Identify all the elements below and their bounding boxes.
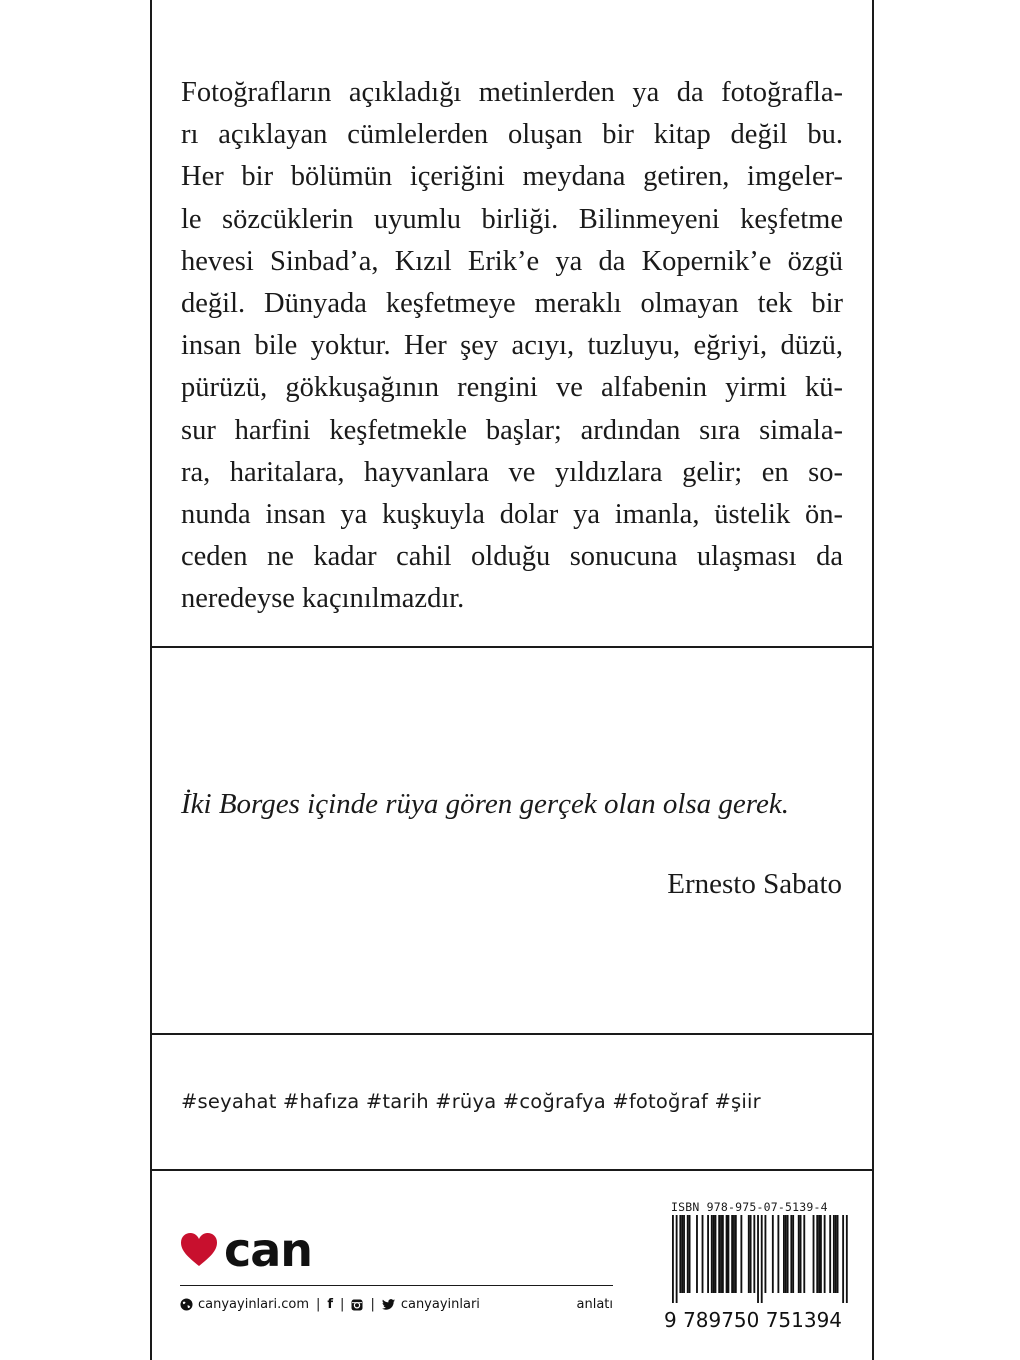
barcode-bar: [846, 1215, 848, 1303]
barcode-bar: [715, 1215, 717, 1293]
barcode-bar: [798, 1215, 800, 1293]
barcode-bar: [833, 1215, 835, 1293]
barcode-bar: [772, 1215, 774, 1293]
blurb-line: Fotoğrafların açıkladığı metinlerden ya da fotoğrafla-: [181, 77, 843, 108]
separator: |: [316, 1297, 321, 1312]
divider: [150, 646, 874, 648]
barcode-bar: [842, 1215, 844, 1303]
barcode-bar: [718, 1215, 720, 1293]
blurb-line: ra, haritalara, hayvanlara ve yıldızlara gelir; en so-: [181, 456, 843, 488]
barcode-bar: [731, 1215, 733, 1293]
barcode-bar: [800, 1215, 802, 1293]
publisher-footer: [180, 1297, 613, 1312]
barcode: [658, 1215, 848, 1333]
barcode-bar: [683, 1215, 685, 1293]
blurb-line: rı açıklayan cümlelerden oluşan bir kitap değil bu.: [181, 119, 843, 151]
barcode-bar: [783, 1215, 785, 1293]
publisher-logo: [180, 1223, 313, 1277]
blurb-line: sur harfini keşfetmekle başlar; ardından sıra simala-: [181, 414, 843, 446]
barcode-bar: [753, 1215, 755, 1293]
isbn-label: ISBN 978-975-07-5139-4: [671, 1200, 828, 1214]
barcode-bar: [818, 1215, 820, 1293]
separator: |: [370, 1297, 375, 1312]
epigraph-quote: İki Borges içinde rüya gören gerçek olan olsa gerek.: [181, 788, 790, 820]
hashtag-list: #seyahat #hafıza #tarih #rüya #coğrafya #fotoğraf #şiir: [181, 1090, 761, 1113]
barcode-bar: [735, 1215, 737, 1293]
blurb-line: le sözcüklerin uyumlu birliği. Bilinmeyeni keşfetme: [181, 203, 843, 235]
barcode-bar: [777, 1215, 779, 1293]
barcode-bar: [765, 1215, 767, 1293]
blurb-line: ceden ne kadar cahil olduğu sonucuna ulaşması da: [181, 541, 843, 573]
barcode-bar: [696, 1215, 698, 1293]
barcode-bar: [679, 1215, 681, 1293]
barcode-bar: [824, 1215, 826, 1293]
facebook-icon[interactable]: f: [327, 1297, 334, 1312]
barcode-bar: [728, 1215, 730, 1293]
barcode-bar: [829, 1215, 831, 1293]
barcode-bar: [681, 1215, 683, 1293]
barcode-bar: [757, 1215, 759, 1303]
barcode-bar: [750, 1215, 752, 1293]
heart-icon: [180, 1232, 218, 1268]
social-handle[interactable]: canyayinlari: [400, 1297, 480, 1312]
barcode-bar: [672, 1215, 674, 1303]
barcode-bar: [787, 1215, 789, 1293]
blurb-line: insan bile yoktur. Her şey acıyı, tuzluyu, eğriyi, düzü,: [181, 330, 843, 362]
blurb-line: hevesi Sinbad’a, Kızıl Erik’e ya da Kopernik’e özgü: [181, 245, 843, 277]
barcode-bar: [733, 1215, 735, 1293]
barcode-digits: 9 789750 751394: [664, 1308, 842, 1332]
divider: [150, 1169, 874, 1171]
barcode-bar: [726, 1215, 728, 1293]
barcode-bar: [820, 1215, 822, 1293]
barcode-bar: [803, 1215, 805, 1293]
barcode-bar: [785, 1215, 787, 1293]
barcode-bar: [790, 1215, 792, 1293]
barcode-bar: [722, 1215, 724, 1293]
epigraph-author: Ernesto Sabato: [667, 868, 842, 900]
barcode-bar: [720, 1215, 722, 1293]
barcode-bar: [689, 1215, 691, 1293]
website-link[interactable]: canyayinlari.com: [198, 1297, 309, 1312]
barcode-bar: [748, 1215, 750, 1293]
twitter-icon[interactable]: [382, 1299, 395, 1310]
blurb-line: Her bir bölümün içeriğini meydana getiren, imgeler-: [181, 161, 843, 193]
barcode-bar: [740, 1215, 742, 1293]
barcode-bar: [687, 1215, 689, 1293]
barcode-bar: [837, 1215, 839, 1293]
blurb-line: nunda insan ya kuşkuyla dolar ya imanla, üstelik ön-: [181, 499, 843, 531]
barcode-bar: [761, 1215, 763, 1303]
barcode-bar: [792, 1215, 794, 1293]
barcode-bars: [672, 1215, 848, 1303]
barcode-bar: [835, 1215, 837, 1293]
publisher-name: can: [224, 1223, 313, 1277]
back-cover-blurb: [181, 72, 843, 621]
blurb-line: pürüzü, gökkuşağının rengini ve alfabenin yirmi kü-: [181, 372, 843, 404]
barcode-bar: [676, 1215, 678, 1303]
divider: [150, 1033, 874, 1035]
instagram-icon[interactable]: [351, 1299, 363, 1311]
separator: |: [340, 1297, 345, 1312]
blurb-line: değil. Dünyada keşfetmeye meraklı olmayan tek bir: [181, 288, 843, 320]
globe-icon: [180, 1298, 193, 1311]
barcode-bar: [702, 1215, 704, 1293]
barcode-bar: [707, 1215, 709, 1293]
barcode-bar: [711, 1215, 713, 1293]
genre-label: anlatı: [576, 1297, 613, 1312]
barcode-bar: [816, 1215, 818, 1293]
barcode-bar: [713, 1215, 715, 1293]
barcode-bar: [813, 1215, 815, 1293]
blurb-line: neredeyse kaçınılmazdır.: [181, 583, 465, 615]
footer-rule: [180, 1285, 613, 1286]
